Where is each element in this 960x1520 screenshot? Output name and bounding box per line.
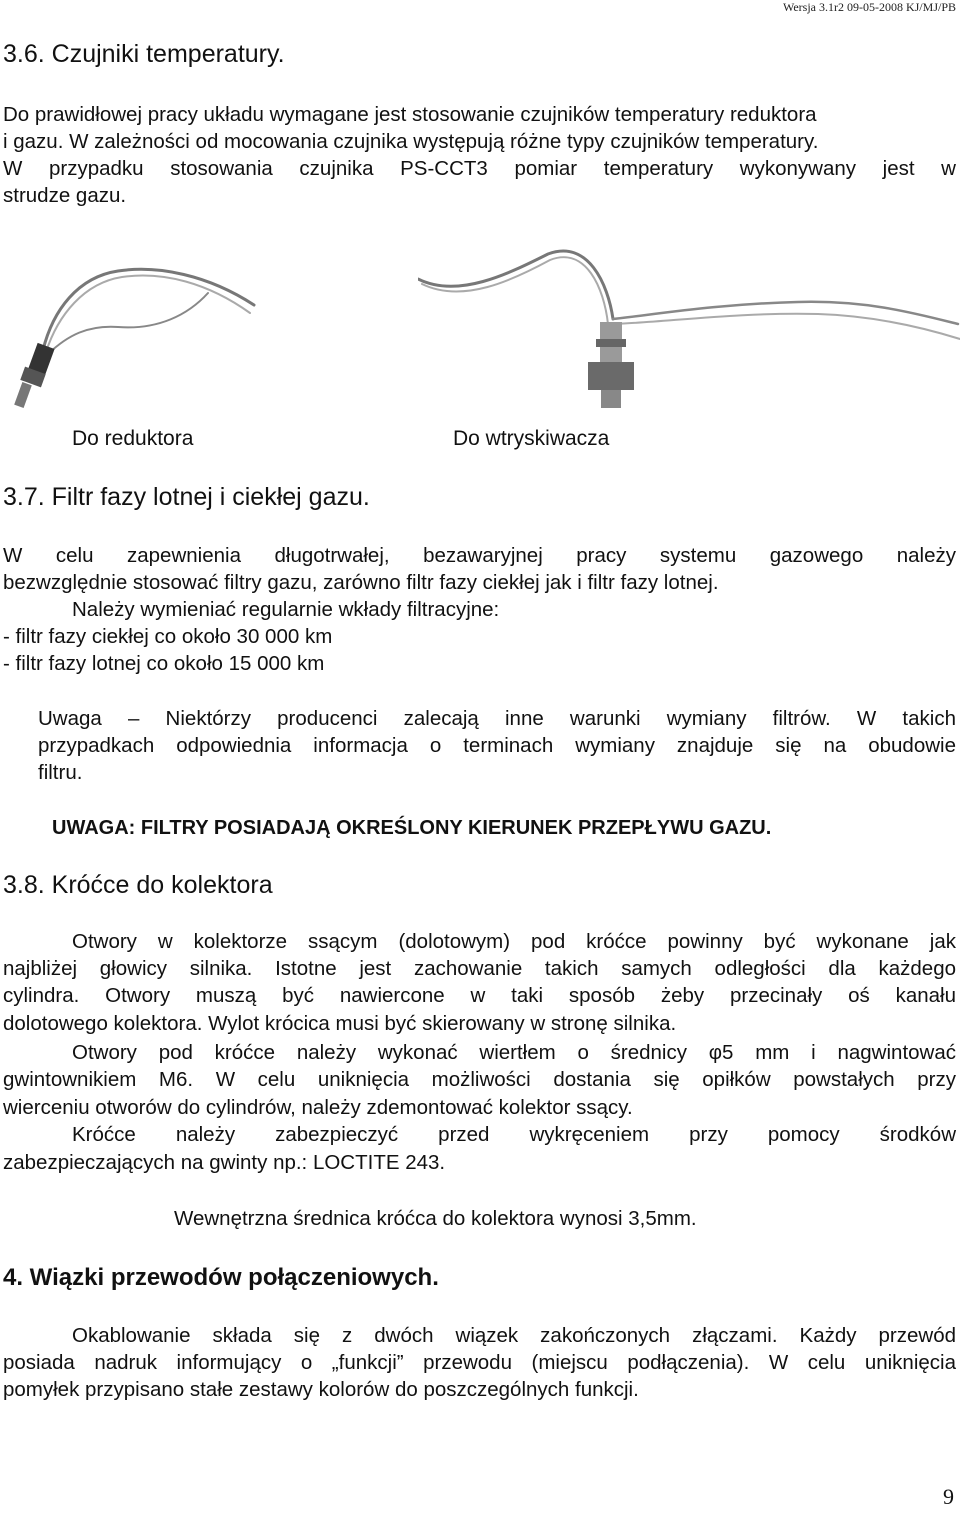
s37-line-5: - filtr fazy lotnej co około 15 000 km xyxy=(3,652,325,675)
s36-line-1: Do prawidłowej pracy układu wymagane jest stosowanie czujników temperatury reduktora xyxy=(3,103,817,126)
s37-line-1: W celu zapewnienia długotrwałej, bezawaryjnej pracy systemu gazowego należy xyxy=(3,544,956,567)
s4-line-2: posiada nadruk informujący o „funkcji” przewodu (miejscu podłączenia). W celu uniknięcia xyxy=(3,1351,956,1374)
s38-line-4: dolotowego kolektora. Wylot krócica musi być skierowany w stronę silnika. xyxy=(3,1012,677,1035)
s37-line-2: bezwzględnie stosować filtry gazu, zarówno filtr fazy ciekłej jak i filtr fazy lotnej. xyxy=(3,571,719,594)
s38-line-1: Otwory w kolektorze ssącym (dolotowym) pod króćce powinny być wykonane jak xyxy=(72,930,956,953)
s38-line-6: gwintownikiem M6. W celu uniknięcia możliwości dostania się opiłków powstałych przy xyxy=(3,1068,956,1091)
s36-line-2: i gazu. W zależności od mocowania czujnika występują różne typy czujników temperatury. xyxy=(3,130,819,153)
sensor-reducer-image xyxy=(8,255,258,420)
s4-line-3: pomyłek przypisano stałe zestawy kolorów do poszczególnych funkcji. xyxy=(3,1378,639,1401)
filter-direction-warning: UWAGA: FILTRY POSIADAJĄ OKREŚLONY KIERUNEK PRZEPŁYWU GAZU. xyxy=(52,817,772,839)
section-3-6-title: 3.6. Czujniki temperatury. xyxy=(3,40,285,68)
document-version-header: Wersja 3.1r2 09-05-2008 KJ/MJ/PB xyxy=(782,0,956,14)
s38-line-8: Króćce należy zabezpieczyć przed wykręceniem przy pomocy środków xyxy=(72,1123,956,1146)
s37-line-3: Należy wymieniać regularnie wkłady filtracyjne: xyxy=(72,598,500,621)
s38-line-7: wierceniu otworów do cylindrów, należy zdemontować kolektor ssący. xyxy=(3,1096,633,1119)
s37-note-line-3: filtru. xyxy=(38,761,83,784)
inner-diameter-note: Wewnętrzna średnica króćca do kolektora wynosi 3,5mm. xyxy=(174,1207,697,1230)
sensor-injector-image xyxy=(418,244,960,414)
s38-line-5: Otwory pod króćce należy wykonać wiertłem o średnicy φ5 mm i nagwintować xyxy=(72,1041,956,1064)
caption-do-reduktora: Do reduktora xyxy=(72,427,194,450)
s38-line-3: cylindra. Otwory muszą być nawiercone w taki sposób żeby przecinały oś kanału xyxy=(3,984,956,1007)
section-3-8-title: 3.8. Króćce do kolektora xyxy=(3,871,273,899)
s4-line-1: Okablowanie składa się z dwóch wiązek zakończonych złączami. Każdy przewód xyxy=(72,1324,956,1347)
s38-line-9: zabezpieczających na gwinty np.: LOCTITE 243. xyxy=(3,1151,446,1174)
s37-line-4: - filtr fazy ciekłej co około 30 000 km xyxy=(3,625,333,648)
s37-note-line-2: przypadkach odpowiednia informacja o terminach wymiany znajduje się na obudowie xyxy=(38,734,956,757)
s38-line-2: najbliżej głowicy silnika. Istotne jest zachowanie takich samych odległości dla każdego xyxy=(3,957,956,980)
s36-line-3: W przypadku stosowania czujnika PS-CCT3 pomiar temperatury wykonywany jest w xyxy=(3,157,956,180)
page-number: 9 xyxy=(943,1484,954,1509)
caption-do-wtryskiwacza: Do wtryskiwacza xyxy=(453,427,610,450)
section-3-7-title: 3.7. Filtr fazy lotnej i ciekłej gazu. xyxy=(3,483,370,511)
s37-note-line-1: Uwaga – Niektórzy producenci zalecają inne warunki wymiany filtrów. W takich xyxy=(38,707,956,730)
s36-line-4: strudze gazu. xyxy=(3,184,127,207)
section-4-title: 4. Wiązki przewodów połączeniowych. xyxy=(3,1264,439,1291)
